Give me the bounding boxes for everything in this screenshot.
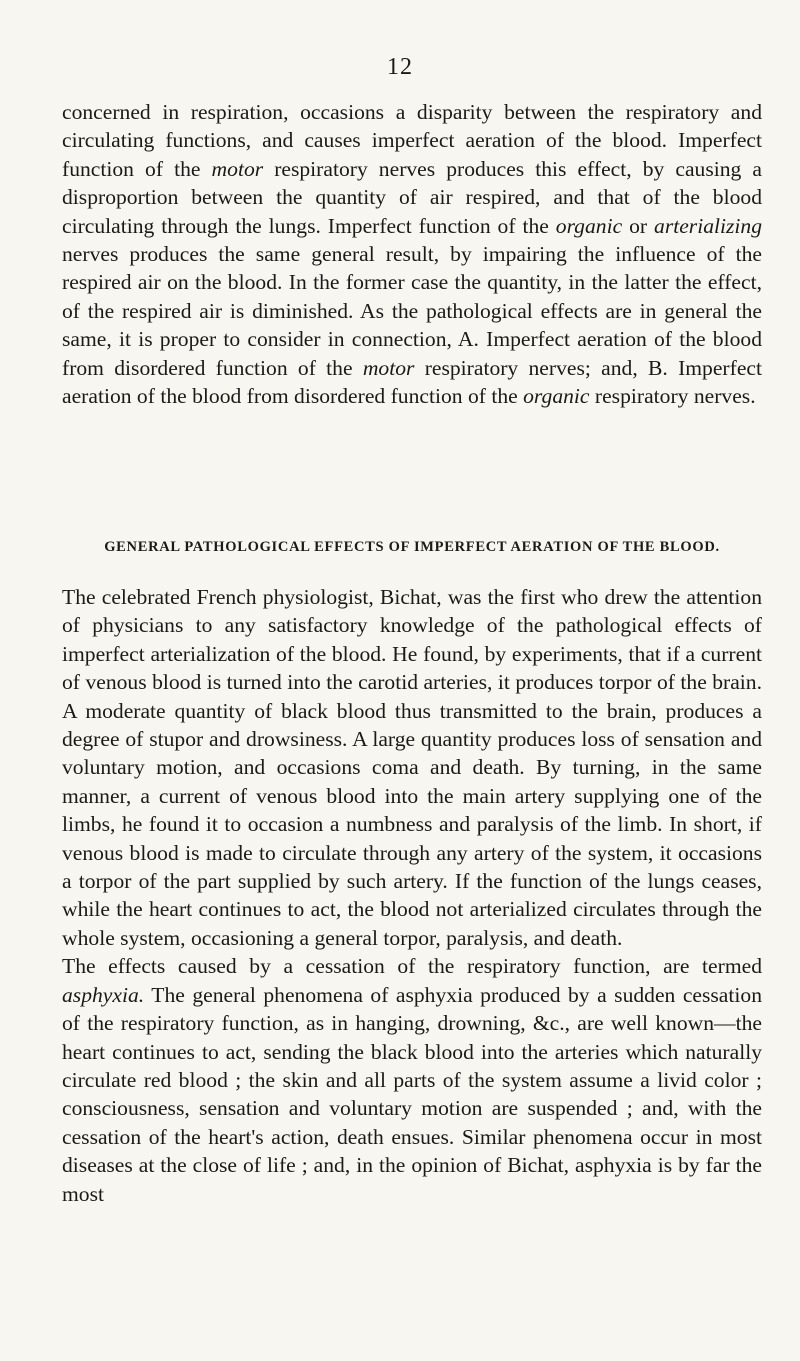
paragraph1-part3: or (622, 213, 655, 238)
paragraph1-italic-organic-2: organic (523, 384, 590, 409)
paragraph3-part1: The effects caused by a cessation of the respiratory function, are termed (62, 954, 762, 979)
paragraph-text (62, 98, 762, 410)
paragraph1-part5: respiratory nerves; and, B. Imperfect aeration of the blood from disordered function of the (62, 355, 762, 409)
section-body (62, 583, 762, 1208)
paragraph1-italic-motor: motor (211, 156, 264, 181)
section-heading: GENERAL PATHOLOGICAL EFFECTS OF IMPERFECT AERATION OF THE BLOOD. (104, 539, 720, 555)
paragraph3-part2: The general phenomena of asphyxia produced by a sudden cessation of the respiratory function, as in hanging, drowning, &c., are well known—the heart continues to act, sending the black blood into the arteries which naturally circulate red blood ; the skin and all parts of the system assume a livid color ; consciousness, sensation and voluntary motion are suspended ; and, with the cessation of the heart's action, death ensues. Similar phenomena occur in most diseases at the close of life ; and, in the opinion of Bichat, asphyxia is by far the most (62, 982, 762, 1206)
paragraph1-italic-organic: organic (555, 213, 623, 238)
paragraph-asphyxia (62, 952, 762, 1208)
page-number: 12 (387, 54, 413, 80)
paragraph1-part6: respiratory nerves. (589, 384, 756, 409)
paragraph1-part4: nerves produces the same general result, by impairing the influence of the respired air on the blood. In the former case the quantity, in the latter the effect, of the respired air is diminished. As the pathological effects are in general the same, it is proper to consider in connection, A. Imperfect aeration of the blood from disordered function of the (62, 242, 762, 380)
paragraph1-italic-arterializing: arterializing (654, 213, 762, 238)
paragraph1-part1: concerned in respiration, occasions a disparity between the respiratory and circulating functions, and causes imperfect aeration of the blood. Imperfect function of the (62, 100, 762, 181)
paragraph-bichat: The celebrated French physiologist, Bichat, was the first who drew the attention of physicians to any satisfactory knowledge of the pathological effects of imperfect arterialization of the blood. He found, by experiments, that if a current of venous blood is turned into the carotid arteries, it produces torpor of the brain. A moderate quantity of black blood thus transmitted to the brain, produces a degree of stupor and drowsiness. A large quantity produces loss of sensation and voluntary motion, and occasions coma and death. By turning, in the same manner, a current of venous blood into the main artery supplying one of the limbs, he found it to occasion a numbness and paralysis of the limb. In short, if venous blood is made to circulate through any artery of the system, it occasions a torpor of the part supplied by such artery. If the function of the lungs ceases, while the heart continues to act, the blood not arterialized circulates through the whole system, occasioning a general torpor, paralysis, and death. (62, 585, 762, 950)
paragraph1-part2: respiratory nerves produces this effect, by causing a disproportion between the quantity of air respired, and that of the blood circulating through the lungs. Imperfect function of the (62, 156, 763, 238)
paragraph3-italic-asphyxia: asphyxia. (62, 982, 145, 1007)
paragraph1-italic-motor-2: motor (362, 355, 415, 380)
paragraph-continued (62, 98, 762, 410)
